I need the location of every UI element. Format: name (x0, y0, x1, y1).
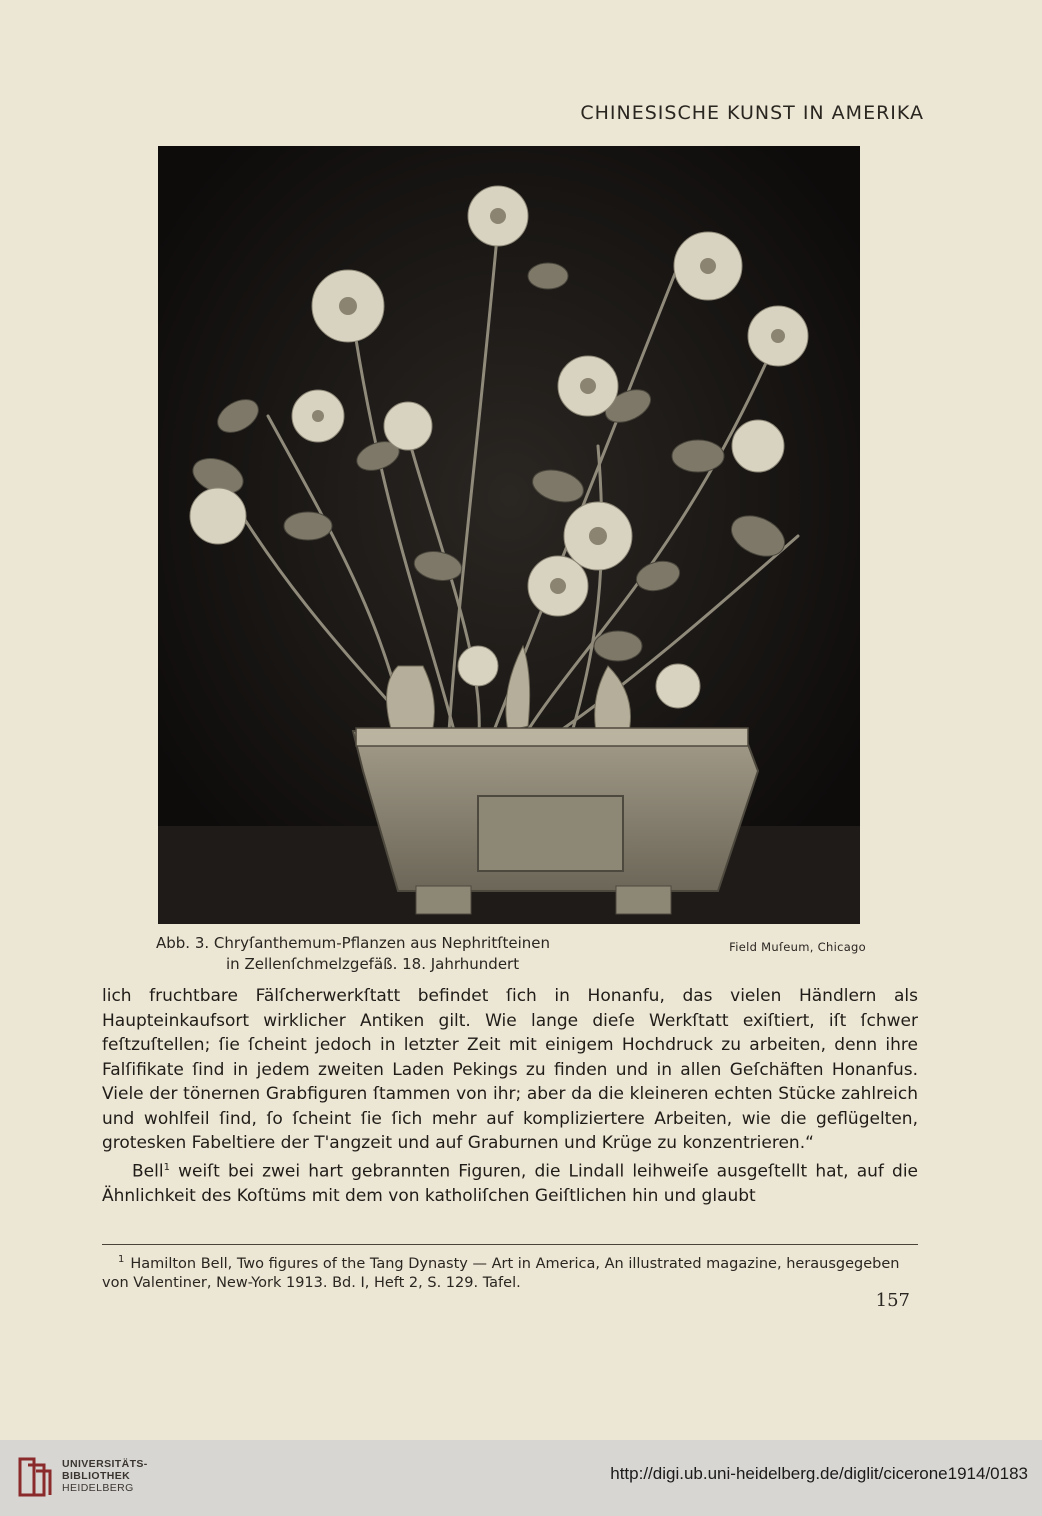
library-name (62, 1458, 148, 1494)
library-logo-icon (14, 1455, 54, 1499)
viewer-footer-bar (0, 1440, 1042, 1516)
body-text (102, 984, 918, 1208)
chrysanthemum-planter-illustration (158, 146, 860, 924)
paragraph-2 (102, 1156, 918, 1209)
footnote-reference: 1 (163, 1161, 170, 1173)
library-name-line-3: HEIDELBERG (62, 1482, 134, 1494)
paragraph-1: lich fruchtbare Fälſcherwerkſtatt befindet ſich in Honanfu, das vielen Händlern als Haupteinkaufsort wirklicher Antiken gilt. Wie lange dieſe Werkſtatt exiſtiert, iſt ſchwer feſtzuſtellen; ſie ſcheint jedoch in letzter Zeit mit einigem Hochdruck zu arbeiten, denn ihre Falſifikate ſind in jedem zweiten Laden Pekings zu finden und in allen Geſchäften Honanfus. Viele der tönernen Grabfiguren ſtammen von ihr; aber da die kleineren echten Stücke zahlreich und wohlfeil ſind, ſo ſcheint ſie ſich mehr auf kompliziertere Arbeiten, wie die geflügelten, grotesken Fabeltiere der T'angzeit und auf Graburnen und Krüge zu konzentrieren.“ (102, 986, 918, 1153)
page-number: 157 (875, 1290, 910, 1311)
footnote (102, 1250, 918, 1293)
library-name-line-2: BIBLIOTHEK (62, 1470, 131, 1482)
running-header: CHINESISCHE KUNST IN AMERIKA (580, 102, 924, 124)
paragraph-2-text: weiſt bei zwei hart gebrannten Figuren, die Lindall leihweiſe ausgeſtellt hat, auf die Ähnlichkeit des Koſtüms mit dem von katholiſchen Geiſtlichen hin und glaubt (102, 1161, 918, 1206)
caption-line-1: Abb. 3. Chryſanthemum-Pflanzen aus Nephritſteinen (156, 934, 551, 952)
permalink-url[interactable]: http://digi.ub.uni-heidelberg.de/diglit/cicerone1914/0183 (610, 1464, 1028, 1483)
figure-credit: Field Muſeum, Chicago (729, 940, 866, 954)
library-name-line-1: UNIVERSITÄTS- (62, 1458, 148, 1470)
footnote-divider (102, 1244, 918, 1245)
caption-line-2: in Zellenſchmelzgefäß. 18. Jahrhundert (226, 955, 520, 973)
figure-caption (156, 933, 866, 975)
footnote-mark: 1 (118, 1254, 125, 1265)
paragraph-2-author: Bell (132, 1161, 164, 1182)
footnote-text: Hamilton Bell, Two figures of the Tang Dynasty — Art in America, An illustrated magazine, herausgegeben von Valentiner, New-York 1913. Bd. I, Heft 2, S. 129. Tafel. (102, 1255, 900, 1291)
figure-photograph (158, 146, 860, 924)
